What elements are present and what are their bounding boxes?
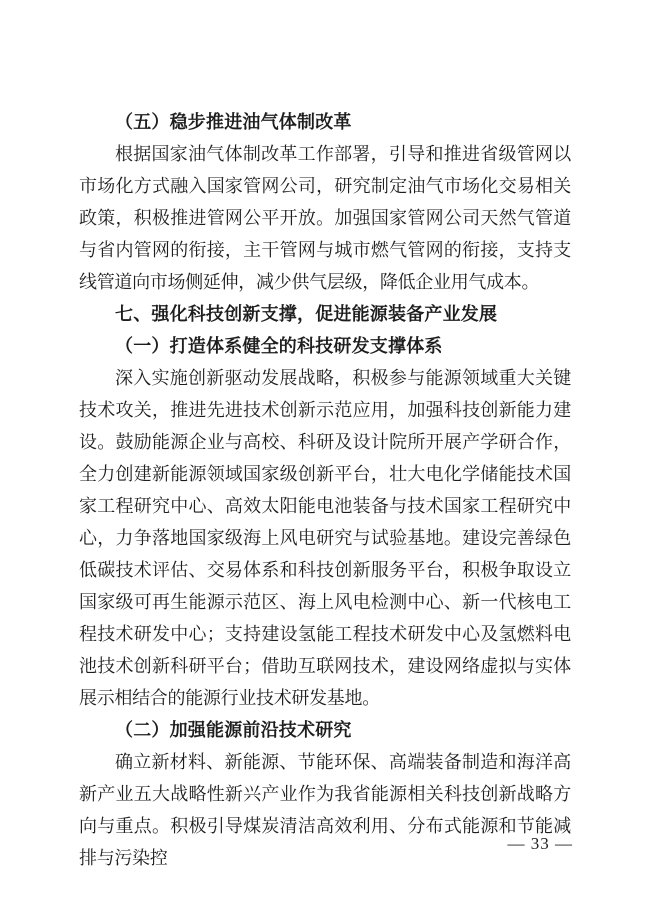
- section-heading: 七、强化科技创新支撑，促进能源装备产业发展: [115, 304, 498, 324]
- page-number: — 33 —: [507, 834, 573, 853]
- section-heading: （一）打造体系健全的科技研发支撑体系: [115, 336, 443, 356]
- paragraph: 确立新材料、新能源、节能环保、高端装备制造和海洋高新产业五大战略性新兴产业作为我省能源相关科技创新战略方向与重点。积极引导煤炭清洁高效利用、分布式能源和节能减排与污染控: [79, 752, 571, 868]
- section-heading: （五）稳步推进油气体制改革: [115, 112, 352, 132]
- paragraph: 深入实施创新驱动发展战略，积极参与能源领域重大关键技术攻关，推进先进技术创新示范应用，加强科技创新能力建设。鼓励能源企业与高校、科研及设计院所开展产学研合作，全力创建新能源领域国家级创新平台，壮大电化学储能技术国家工程研究中心、高效太阳能电池装备与技术国家工程研究中心，力争落地国家级海上风电研究与试验基地。建设完善绿色低碳技术评估、交易体系和科技创新服务平台，积极争取设立国家级可再生能源示范区、海上风电检测中心、新一代核电工程技术研发中心；支持建设氢能工程技术研发中心及氢燃料电池技术创新科研平台；借助互联网技术，建设网络虚拟与实体展示相结合的能源行业技术研发基地。: [79, 368, 571, 708]
- section-heading: （二）加强能源前沿技术研究: [115, 720, 352, 740]
- paragraph: 根据国家油气体制改革工作部署，引导和推进省级管网以市场化方式融入国家管网公司，研究制定油气市场化交易相关政策，积极推进管网公平开放。加强国家管网公司天然气管道与省内管网的衔接，主干管网与城市燃气管网的衔接，支持支线管道向市场侧延伸，减少供气层级，降低企业用气成本。: [79, 144, 571, 292]
- document-body: [79, 106, 571, 874]
